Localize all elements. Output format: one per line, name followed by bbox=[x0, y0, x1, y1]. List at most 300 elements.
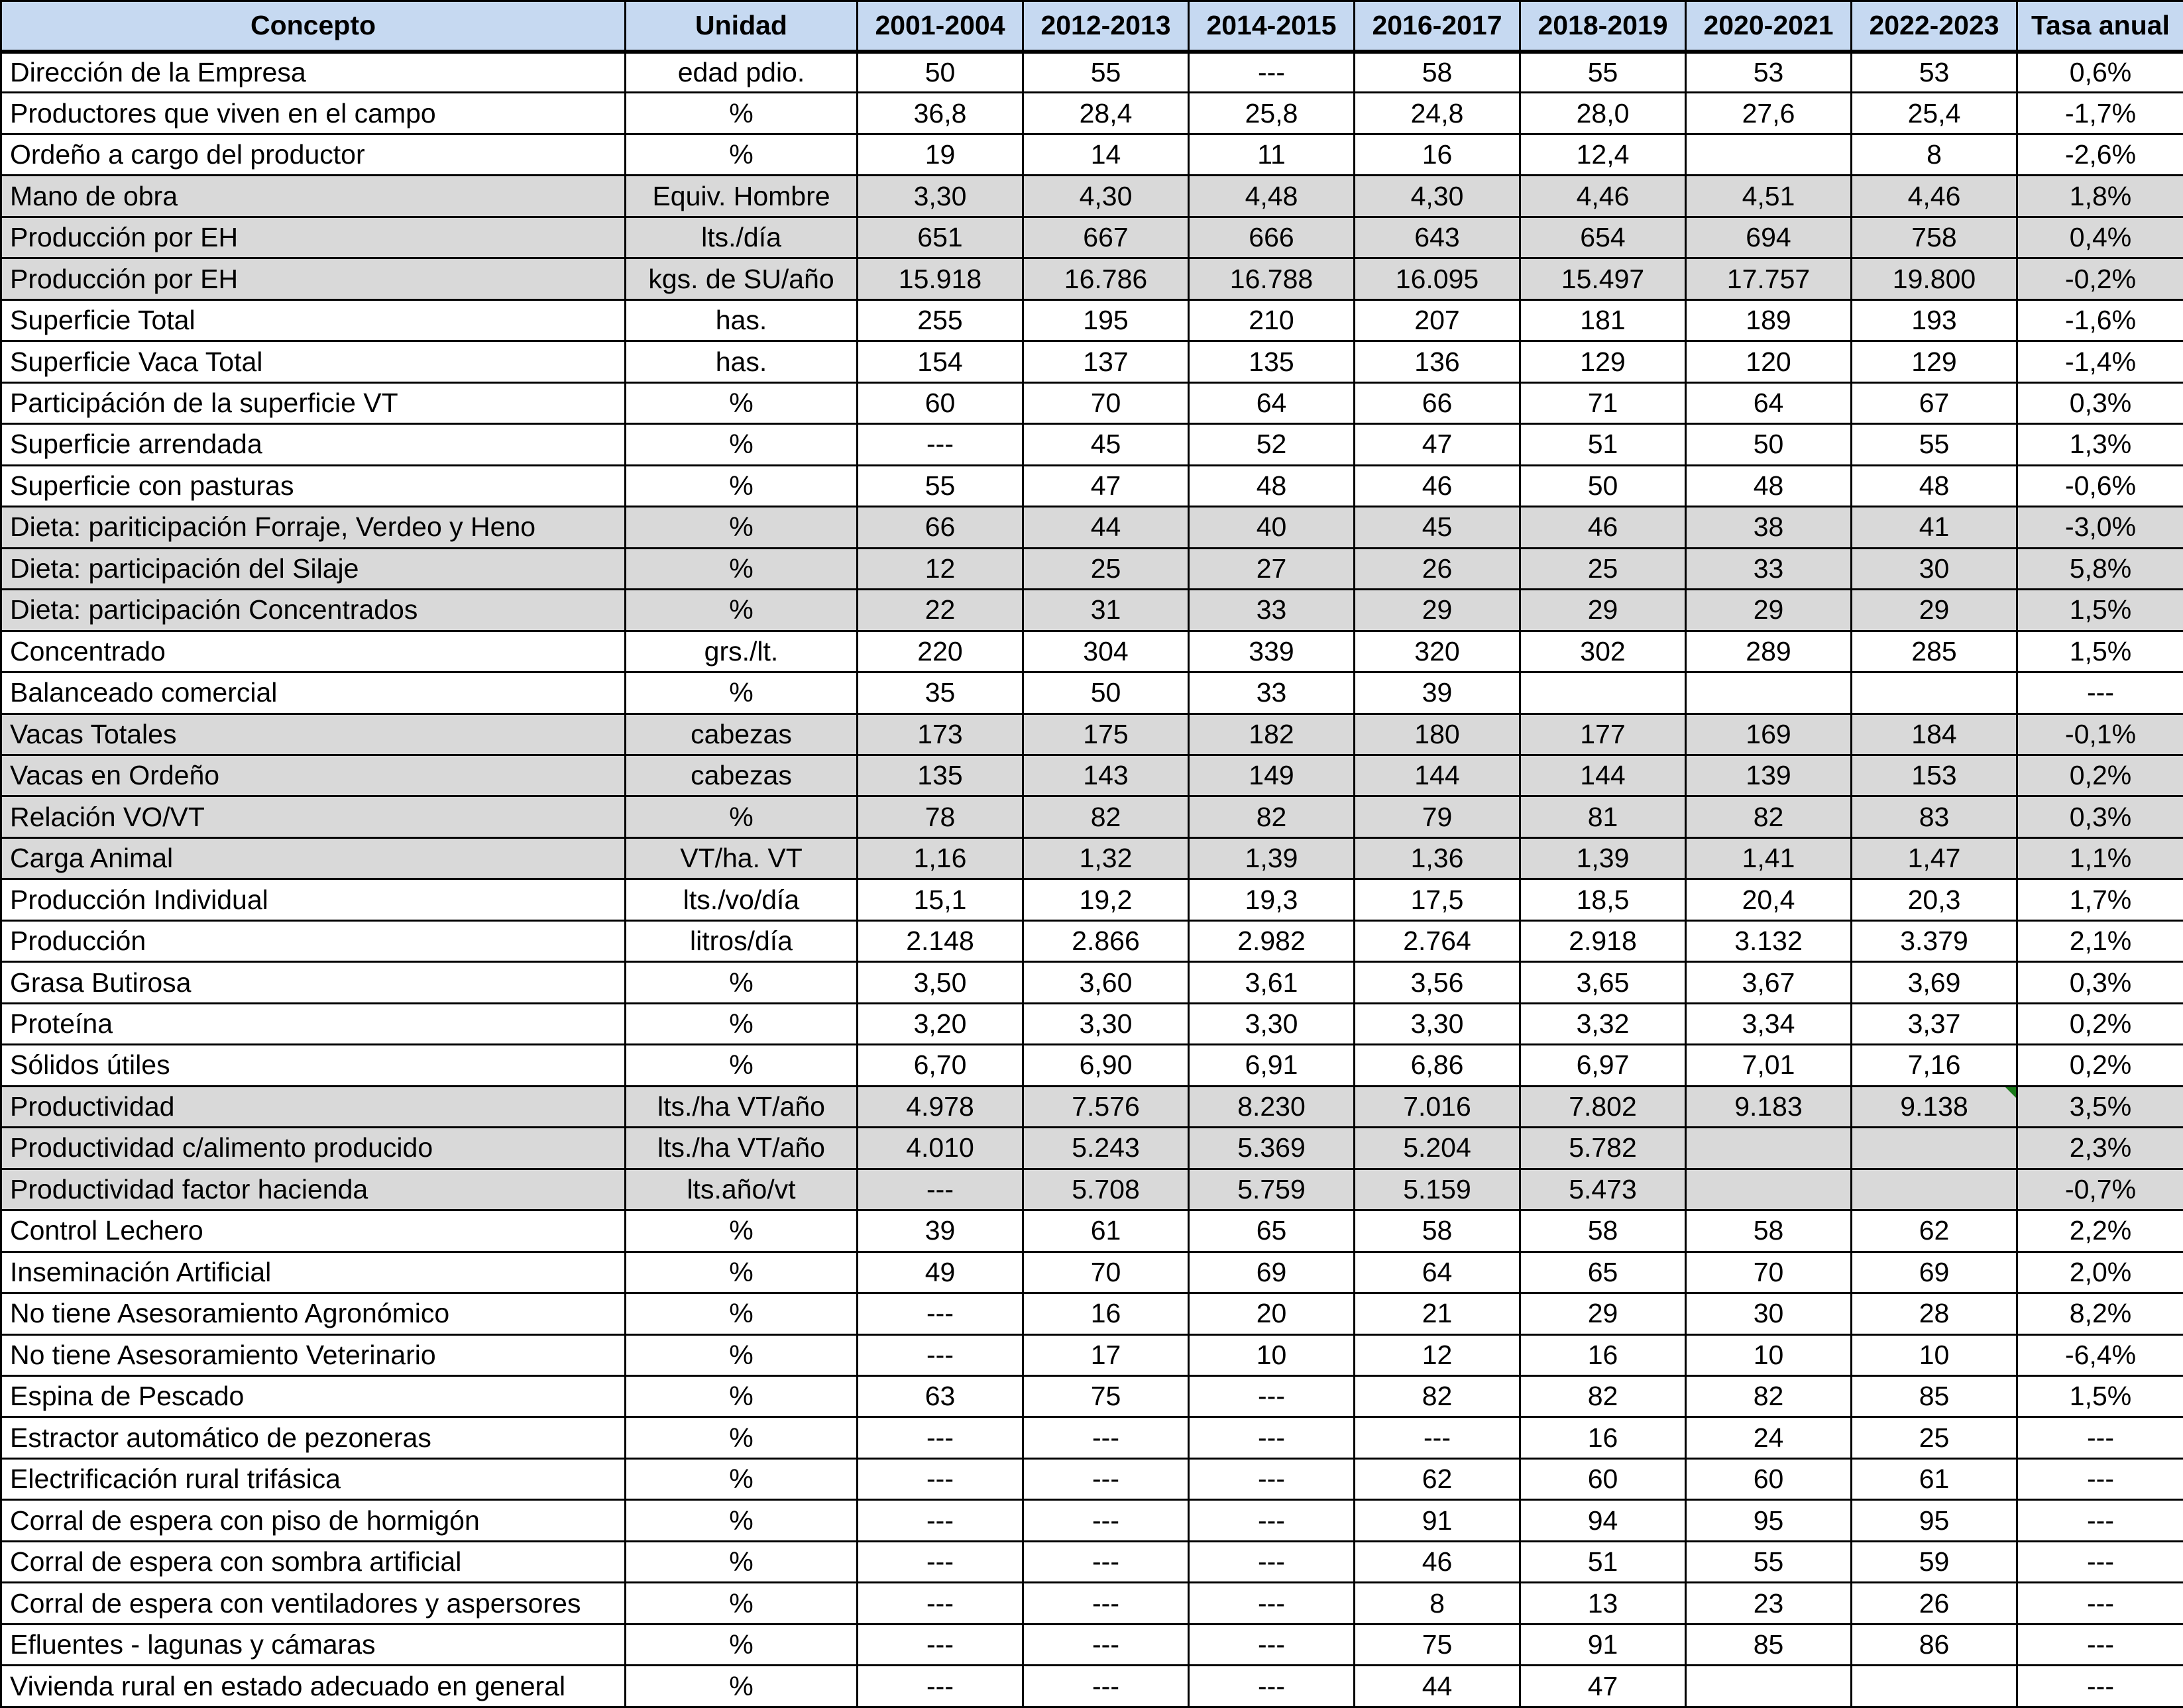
tasa-anual-cell[interactable]: -1,4% bbox=[2017, 341, 2183, 382]
concept-cell[interactable]: Electrificación rural trifásica bbox=[1, 1458, 626, 1499]
value-cell[interactable]: 15.918 bbox=[858, 258, 1023, 299]
value-cell[interactable]: 220 bbox=[858, 631, 1023, 672]
value-cell[interactable]: 64 bbox=[1189, 382, 1355, 423]
value-cell[interactable]: 70 bbox=[1023, 1252, 1189, 1293]
value-cell[interactable] bbox=[1686, 1128, 1852, 1169]
value-cell[interactable]: 16.095 bbox=[1355, 258, 1520, 299]
value-cell[interactable]: 19 bbox=[858, 134, 1023, 175]
value-cell[interactable]: 63 bbox=[858, 1376, 1023, 1417]
value-cell[interactable]: 7.016 bbox=[1355, 1086, 1520, 1127]
concept-cell[interactable]: Dieta: participación del Silaje bbox=[1, 548, 626, 589]
concept-cell[interactable]: Corral de espera con ventiladores y aspersores bbox=[1, 1583, 626, 1624]
value-cell[interactable] bbox=[1686, 1666, 1852, 1707]
value-cell[interactable]: 69 bbox=[1189, 1252, 1355, 1293]
value-cell[interactable]: 19,2 bbox=[1023, 879, 1189, 920]
value-cell[interactable]: 137 bbox=[1023, 341, 1189, 382]
concept-cell[interactable]: Grasa Butirosa bbox=[1, 962, 626, 1003]
value-cell[interactable]: 40 bbox=[1189, 507, 1355, 548]
value-cell[interactable]: 36,8 bbox=[858, 93, 1023, 134]
value-cell[interactable]: 28,4 bbox=[1023, 93, 1189, 134]
unit-cell[interactable]: % bbox=[626, 1334, 858, 1375]
value-cell[interactable]: 13 bbox=[1520, 1583, 1686, 1624]
value-cell[interactable]: --- bbox=[1189, 1458, 1355, 1499]
tasa-anual-cell[interactable]: -0,2% bbox=[2017, 258, 2183, 299]
value-cell[interactable]: 3,67 bbox=[1686, 962, 1852, 1003]
value-cell[interactable]: 59 bbox=[1852, 1541, 2017, 1582]
value-cell[interactable]: 17.757 bbox=[1686, 258, 1852, 299]
value-cell[interactable]: --- bbox=[1189, 1376, 1355, 1417]
value-cell[interactable]: 17,5 bbox=[1355, 879, 1520, 920]
value-cell[interactable]: 2.982 bbox=[1189, 920, 1355, 961]
value-cell[interactable]: 22 bbox=[858, 590, 1023, 631]
value-cell[interactable]: 53 bbox=[1852, 52, 2017, 93]
unit-cell[interactable]: edad pdio. bbox=[626, 52, 858, 93]
value-cell[interactable]: 58 bbox=[1355, 1210, 1520, 1252]
value-cell[interactable]: 8.230 bbox=[1189, 1086, 1355, 1127]
concept-cell[interactable]: Productividad bbox=[1, 1086, 626, 1127]
tasa-anual-cell[interactable]: 0,3% bbox=[2017, 962, 2183, 1003]
value-cell[interactable]: 3,32 bbox=[1520, 1003, 1686, 1044]
tasa-anual-cell[interactable]: 0,3% bbox=[2017, 796, 2183, 837]
value-cell[interactable]: --- bbox=[1023, 1583, 1189, 1624]
value-cell[interactable]: 175 bbox=[1023, 714, 1189, 755]
value-cell[interactable]: 20 bbox=[1189, 1293, 1355, 1334]
value-cell[interactable]: 12 bbox=[1355, 1334, 1520, 1375]
value-cell[interactable]: 651 bbox=[858, 217, 1023, 258]
unit-cell[interactable]: % bbox=[626, 1252, 858, 1293]
value-cell[interactable]: 3,69 bbox=[1852, 962, 2017, 1003]
value-cell[interactable] bbox=[1852, 672, 2017, 714]
value-cell[interactable]: 30 bbox=[1686, 1293, 1852, 1334]
value-cell[interactable]: 5.708 bbox=[1023, 1169, 1189, 1210]
value-cell[interactable]: 23 bbox=[1686, 1583, 1852, 1624]
value-cell[interactable]: 4,51 bbox=[1686, 176, 1852, 217]
value-cell[interactable]: 25,8 bbox=[1189, 93, 1355, 134]
unit-cell[interactable]: % bbox=[626, 1458, 858, 1499]
tasa-anual-cell[interactable]: -1,6% bbox=[2017, 299, 2183, 341]
tasa-anual-cell[interactable]: --- bbox=[2017, 1624, 2183, 1665]
value-cell[interactable]: 1,39 bbox=[1189, 837, 1355, 879]
value-cell[interactable]: 21 bbox=[1355, 1293, 1520, 1334]
concept-cell[interactable]: Carga Animal bbox=[1, 837, 626, 879]
value-cell[interactable]: --- bbox=[858, 1500, 1023, 1541]
value-cell[interactable]: 50 bbox=[858, 52, 1023, 93]
unit-cell[interactable]: lts./ha VT/año bbox=[626, 1086, 858, 1127]
value-cell[interactable]: 82 bbox=[1189, 796, 1355, 837]
value-cell[interactable]: 758 bbox=[1852, 217, 2017, 258]
unit-cell[interactable]: % bbox=[626, 465, 858, 506]
value-cell[interactable]: 29 bbox=[1355, 590, 1520, 631]
value-cell[interactable]: 1,41 bbox=[1686, 837, 1852, 879]
tasa-anual-cell[interactable]: 0,2% bbox=[2017, 755, 2183, 796]
tasa-anual-cell[interactable]: --- bbox=[2017, 1541, 2183, 1582]
concept-cell[interactable]: Superficie arrendada bbox=[1, 424, 626, 465]
value-cell[interactable]: 139 bbox=[1686, 755, 1852, 796]
value-cell[interactable]: 3.379 bbox=[1852, 920, 2017, 961]
concept-cell[interactable]: Productividad c/alimento producido bbox=[1, 1128, 626, 1169]
value-cell[interactable]: 153 bbox=[1852, 755, 2017, 796]
value-cell[interactable]: 302 bbox=[1520, 631, 1686, 672]
unit-cell[interactable]: % bbox=[626, 1541, 858, 1582]
value-cell[interactable]: 3,30 bbox=[1189, 1003, 1355, 1044]
concept-cell[interactable]: Dieta: participación Concentrados bbox=[1, 590, 626, 631]
concept-cell[interactable]: Corral de espera con sombra artificial bbox=[1, 1541, 626, 1582]
tasa-anual-cell[interactable]: -0,1% bbox=[2017, 714, 2183, 755]
value-cell[interactable]: 285 bbox=[1852, 631, 2017, 672]
value-cell[interactable]: 9.183 bbox=[1686, 1086, 1852, 1127]
value-cell[interactable]: 69 bbox=[1852, 1252, 2017, 1293]
value-cell[interactable]: 17 bbox=[1023, 1334, 1189, 1375]
value-cell[interactable]: 16 bbox=[1023, 1293, 1189, 1334]
tasa-anual-cell[interactable]: 1,5% bbox=[2017, 590, 2183, 631]
value-cell[interactable] bbox=[1852, 1086, 2017, 1127]
value-cell[interactable]: 55 bbox=[1520, 52, 1686, 93]
value-cell[interactable]: 39 bbox=[1355, 672, 1520, 714]
value-cell[interactable]: 643 bbox=[1355, 217, 1520, 258]
value-cell[interactable]: 82 bbox=[1520, 1376, 1686, 1417]
concept-cell[interactable]: Participáción de la superficie VT bbox=[1, 382, 626, 423]
value-cell[interactable]: 6,97 bbox=[1520, 1045, 1686, 1086]
unit-cell[interactable]: lts./día bbox=[626, 217, 858, 258]
value-cell[interactable]: 46 bbox=[1520, 507, 1686, 548]
value-cell[interactable]: 25 bbox=[1852, 1417, 2017, 1458]
value-cell[interactable]: 3.132 bbox=[1686, 920, 1852, 961]
tasa-anual-cell[interactable]: -0,7% bbox=[2017, 1169, 2183, 1210]
concept-cell[interactable]: No tiene Asesoramiento Veterinario bbox=[1, 1334, 626, 1375]
value-cell[interactable]: --- bbox=[1189, 1541, 1355, 1582]
value-cell[interactable]: 129 bbox=[1520, 341, 1686, 382]
value-cell[interactable]: 135 bbox=[858, 755, 1023, 796]
unit-cell[interactable]: grs./lt. bbox=[626, 631, 858, 672]
comment-indicator-icon[interactable] bbox=[2005, 1087, 2016, 1098]
value-cell[interactable]: --- bbox=[1189, 1500, 1355, 1541]
concept-cell[interactable]: Proteína bbox=[1, 1003, 626, 1044]
unit-cell[interactable]: % bbox=[626, 1210, 858, 1252]
concept-cell[interactable]: Producción por EH bbox=[1, 217, 626, 258]
unit-cell[interactable]: % bbox=[626, 548, 858, 589]
value-cell[interactable]: 10 bbox=[1189, 1334, 1355, 1375]
value-cell[interactable]: 49 bbox=[858, 1252, 1023, 1293]
concept-cell[interactable]: Sólidos útiles bbox=[1, 1045, 626, 1086]
value-cell[interactable]: 135 bbox=[1189, 341, 1355, 382]
value-cell[interactable]: 6,70 bbox=[858, 1045, 1023, 1086]
value-cell[interactable]: --- bbox=[1355, 1417, 1520, 1458]
value-cell[interactable]: 60 bbox=[858, 382, 1023, 423]
value-cell[interactable]: 2.918 bbox=[1520, 920, 1686, 961]
value-cell[interactable]: --- bbox=[858, 1458, 1023, 1499]
value-cell[interactable]: 289 bbox=[1686, 631, 1852, 672]
value-cell[interactable]: 83 bbox=[1852, 796, 2017, 837]
value-cell[interactable]: 207 bbox=[1355, 299, 1520, 341]
value-cell[interactable]: 2.764 bbox=[1355, 920, 1520, 961]
value-cell[interactable]: 255 bbox=[858, 299, 1023, 341]
value-cell[interactable]: 44 bbox=[1355, 1666, 1520, 1707]
value-cell[interactable]: 29 bbox=[1686, 590, 1852, 631]
value-cell[interactable]: --- bbox=[858, 1624, 1023, 1665]
value-cell[interactable]: 48 bbox=[1852, 465, 2017, 506]
value-cell[interactable]: 16 bbox=[1520, 1334, 1686, 1375]
value-cell[interactable]: 149 bbox=[1189, 755, 1355, 796]
value-cell[interactable]: 61 bbox=[1852, 1458, 2017, 1499]
value-cell[interactable]: --- bbox=[858, 1169, 1023, 1210]
value-cell[interactable]: 16.786 bbox=[1023, 258, 1189, 299]
value-cell[interactable]: 3,20 bbox=[858, 1003, 1023, 1044]
value-cell[interactable]: 3,60 bbox=[1023, 962, 1189, 1003]
concept-cell[interactable]: Espina de Pescado bbox=[1, 1376, 626, 1417]
value-cell[interactable]: 66 bbox=[858, 507, 1023, 548]
concept-cell[interactable]: Productores que viven en el campo bbox=[1, 93, 626, 134]
value-cell[interactable]: 66 bbox=[1355, 382, 1520, 423]
value-cell[interactable]: 5.204 bbox=[1355, 1128, 1520, 1169]
value-cell[interactable]: 4,30 bbox=[1355, 176, 1520, 217]
value-cell[interactable]: 55 bbox=[1023, 52, 1189, 93]
value-cell[interactable]: 3,61 bbox=[1189, 962, 1355, 1003]
value-cell[interactable]: 5.473 bbox=[1520, 1169, 1686, 1210]
tasa-anual-cell[interactable]: 1,7% bbox=[2017, 879, 2183, 920]
value-cell[interactable]: --- bbox=[1023, 1417, 1189, 1458]
value-cell[interactable]: 53 bbox=[1686, 52, 1852, 93]
value-cell[interactable]: 58 bbox=[1520, 1210, 1686, 1252]
value-cell[interactable]: 144 bbox=[1355, 755, 1520, 796]
unit-cell[interactable]: cabezas bbox=[626, 755, 858, 796]
value-cell[interactable]: 3,30 bbox=[1355, 1003, 1520, 1044]
unit-cell[interactable]: % bbox=[626, 1293, 858, 1334]
value-cell[interactable]: 20,3 bbox=[1852, 879, 2017, 920]
value-cell[interactable] bbox=[1520, 672, 1686, 714]
unit-cell[interactable]: % bbox=[626, 796, 858, 837]
value-cell[interactable]: --- bbox=[858, 1583, 1023, 1624]
value-cell[interactable]: 3,30 bbox=[1023, 1003, 1189, 1044]
value-cell[interactable]: 44 bbox=[1023, 507, 1189, 548]
value-cell[interactable]: 184 bbox=[1852, 714, 2017, 755]
value-cell[interactable]: 28 bbox=[1852, 1293, 2017, 1334]
value-cell[interactable]: 47 bbox=[1355, 424, 1520, 465]
concept-cell[interactable]: Vivienda rural en estado adecuado en general bbox=[1, 1666, 626, 1707]
value-cell[interactable]: 14 bbox=[1023, 134, 1189, 175]
value-cell[interactable]: --- bbox=[858, 424, 1023, 465]
tasa-anual-cell[interactable]: -2,6% bbox=[2017, 134, 2183, 175]
concept-cell[interactable]: Estractor automático de pezoneras bbox=[1, 1417, 626, 1458]
value-cell[interactable]: 1,47 bbox=[1852, 837, 2017, 879]
unit-cell[interactable]: % bbox=[626, 424, 858, 465]
value-cell[interactable]: --- bbox=[1189, 1624, 1355, 1665]
value-cell[interactable]: 7,16 bbox=[1852, 1045, 2017, 1086]
unit-cell[interactable]: % bbox=[626, 672, 858, 714]
value-cell[interactable]: 38 bbox=[1686, 507, 1852, 548]
value-cell[interactable]: 7.576 bbox=[1023, 1086, 1189, 1127]
value-cell[interactable]: 41 bbox=[1852, 507, 2017, 548]
value-cell[interactable]: 1,39 bbox=[1520, 837, 1686, 879]
value-cell[interactable]: 82 bbox=[1355, 1376, 1520, 1417]
value-cell[interactable]: 144 bbox=[1520, 755, 1686, 796]
concept-cell[interactable]: Superficie Vaca Total bbox=[1, 341, 626, 382]
tasa-anual-cell[interactable]: 2,1% bbox=[2017, 920, 2183, 961]
value-cell[interactable]: 48 bbox=[1189, 465, 1355, 506]
value-cell[interactable]: 4,30 bbox=[1023, 176, 1189, 217]
tasa-anual-cell[interactable]: 1,1% bbox=[2017, 837, 2183, 879]
value-cell[interactable]: 58 bbox=[1686, 1210, 1852, 1252]
value-cell[interactable]: 8 bbox=[1355, 1583, 1520, 1624]
value-cell[interactable]: --- bbox=[858, 1541, 1023, 1582]
tasa-anual-cell[interactable]: --- bbox=[2017, 1666, 2183, 1707]
value-cell[interactable]: 24,8 bbox=[1355, 93, 1520, 134]
concept-cell[interactable]: Corral de espera con piso de hormigón bbox=[1, 1500, 626, 1541]
unit-cell[interactable]: cabezas bbox=[626, 714, 858, 755]
value-cell[interactable]: --- bbox=[858, 1293, 1023, 1334]
value-cell[interactable]: 26 bbox=[1852, 1583, 2017, 1624]
concept-cell[interactable]: Balanceado comercial bbox=[1, 672, 626, 714]
value-cell[interactable]: 20,4 bbox=[1686, 879, 1852, 920]
value-cell[interactable]: 4,46 bbox=[1852, 176, 2017, 217]
tasa-anual-cell[interactable]: 0,4% bbox=[2017, 217, 2183, 258]
value-cell[interactable]: --- bbox=[1189, 1417, 1355, 1458]
value-cell[interactable]: 30 bbox=[1852, 548, 2017, 589]
tasa-anual-cell[interactable]: -0,6% bbox=[2017, 465, 2183, 506]
value-cell[interactable]: 82 bbox=[1686, 1376, 1852, 1417]
value-cell[interactable]: --- bbox=[1023, 1541, 1189, 1582]
value-cell[interactable]: 3,30 bbox=[858, 176, 1023, 217]
value-cell[interactable]: 94 bbox=[1520, 1500, 1686, 1541]
tasa-anual-cell[interactable]: 0,2% bbox=[2017, 1045, 2183, 1086]
tasa-anual-cell[interactable]: --- bbox=[2017, 1583, 2183, 1624]
value-cell[interactable]: 29 bbox=[1520, 1293, 1686, 1334]
value-cell[interactable]: 75 bbox=[1355, 1624, 1520, 1665]
concept-cell[interactable]: Concentrado bbox=[1, 631, 626, 672]
value-cell[interactable]: 50 bbox=[1686, 424, 1852, 465]
concept-cell[interactable]: Inseminación Artificial bbox=[1, 1252, 626, 1293]
value-cell[interactable]: --- bbox=[858, 1417, 1023, 1458]
concept-cell[interactable]: Producción bbox=[1, 920, 626, 961]
value-cell[interactable]: 8 bbox=[1852, 134, 2017, 175]
value-cell[interactable]: 27 bbox=[1189, 548, 1355, 589]
value-cell[interactable]: 694 bbox=[1686, 217, 1852, 258]
value-cell[interactable]: 16.788 bbox=[1189, 258, 1355, 299]
value-cell[interactable]: 27,6 bbox=[1686, 93, 1852, 134]
value-cell[interactable]: 6,90 bbox=[1023, 1045, 1189, 1086]
value-cell[interactable]: --- bbox=[1023, 1666, 1189, 1707]
tasa-anual-cell[interactable]: -6,4% bbox=[2017, 1334, 2183, 1375]
value-cell[interactable]: 5.759 bbox=[1189, 1169, 1355, 1210]
tasa-anual-cell[interactable]: --- bbox=[2017, 1458, 2183, 1499]
value-cell[interactable]: 45 bbox=[1023, 424, 1189, 465]
value-cell[interactable]: 31 bbox=[1023, 590, 1189, 631]
value-cell[interactable]: 58 bbox=[1355, 52, 1520, 93]
value-cell[interactable]: 33 bbox=[1686, 548, 1852, 589]
value-cell[interactable]: 55 bbox=[1852, 424, 2017, 465]
value-cell[interactable]: 10 bbox=[1686, 1334, 1852, 1375]
value-cell[interactable]: --- bbox=[1023, 1458, 1189, 1499]
value-cell[interactable]: 7,01 bbox=[1686, 1045, 1852, 1086]
tasa-anual-cell[interactable]: 1,3% bbox=[2017, 424, 2183, 465]
value-cell[interactable]: 70 bbox=[1023, 382, 1189, 423]
unit-cell[interactable]: % bbox=[626, 590, 858, 631]
tasa-anual-cell[interactable]: 3,5% bbox=[2017, 1086, 2183, 1127]
value-cell[interactable]: 5.782 bbox=[1520, 1128, 1686, 1169]
value-cell[interactable]: 62 bbox=[1852, 1210, 2017, 1252]
unit-cell[interactable]: % bbox=[626, 93, 858, 134]
value-cell[interactable]: 82 bbox=[1023, 796, 1189, 837]
value-cell[interactable]: 33 bbox=[1189, 672, 1355, 714]
value-cell[interactable]: 46 bbox=[1355, 465, 1520, 506]
unit-cell[interactable]: % bbox=[626, 1583, 858, 1624]
value-cell[interactable]: 4,46 bbox=[1520, 176, 1686, 217]
tasa-anual-cell[interactable]: 2,3% bbox=[2017, 1128, 2183, 1169]
value-cell[interactable]: 15,1 bbox=[858, 879, 1023, 920]
concept-cell[interactable]: No tiene Asesoramiento Agronómico bbox=[1, 1293, 626, 1334]
value-cell[interactable] bbox=[1852, 1169, 2017, 1210]
value-cell[interactable]: 91 bbox=[1355, 1500, 1520, 1541]
value-cell[interactable]: 50 bbox=[1520, 465, 1686, 506]
value-cell[interactable]: 39 bbox=[858, 1210, 1023, 1252]
concept-cell[interactable]: Dirección de la Empresa bbox=[1, 52, 626, 93]
value-cell[interactable]: 193 bbox=[1852, 299, 2017, 341]
value-cell[interactable]: 2.148 bbox=[858, 920, 1023, 961]
value-cell[interactable]: 64 bbox=[1686, 382, 1852, 423]
value-cell[interactable]: --- bbox=[1189, 52, 1355, 93]
value-cell[interactable]: 3,56 bbox=[1355, 962, 1520, 1003]
tasa-anual-cell[interactable]: -3,0% bbox=[2017, 507, 2183, 548]
value-cell[interactable]: 177 bbox=[1520, 714, 1686, 755]
value-cell[interactable]: 51 bbox=[1520, 1541, 1686, 1582]
value-cell[interactable]: 60 bbox=[1520, 1458, 1686, 1499]
value-cell[interactable] bbox=[1686, 672, 1852, 714]
value-cell[interactable]: 169 bbox=[1686, 714, 1852, 755]
concept-cell[interactable]: Relación VO/VT bbox=[1, 796, 626, 837]
tasa-anual-cell[interactable]: 0,3% bbox=[2017, 382, 2183, 423]
value-cell[interactable]: 48 bbox=[1686, 465, 1852, 506]
value-cell[interactable]: 28,0 bbox=[1520, 93, 1686, 134]
tasa-anual-cell[interactable]: 2,2% bbox=[2017, 1210, 2183, 1252]
value-cell[interactable]: 46 bbox=[1355, 1541, 1520, 1582]
value-cell[interactable]: 7.802 bbox=[1520, 1086, 1686, 1127]
value-cell[interactable]: 3,65 bbox=[1520, 962, 1686, 1003]
value-cell[interactable]: 67 bbox=[1852, 382, 2017, 423]
value-cell[interactable]: 25,4 bbox=[1852, 93, 2017, 134]
value-cell[interactable]: 47 bbox=[1023, 465, 1189, 506]
value-cell[interactable]: 5.243 bbox=[1023, 1128, 1189, 1169]
value-cell[interactable]: 189 bbox=[1686, 299, 1852, 341]
concept-cell[interactable]: Superficie Total bbox=[1, 299, 626, 341]
unit-cell[interactable]: lts./ha VT/año bbox=[626, 1128, 858, 1169]
concept-cell[interactable]: Producción Individual bbox=[1, 879, 626, 920]
value-cell[interactable]: 4.010 bbox=[858, 1128, 1023, 1169]
value-cell[interactable]: 81 bbox=[1520, 796, 1686, 837]
value-cell[interactable]: --- bbox=[1023, 1500, 1189, 1541]
value-cell[interactable]: 6,86 bbox=[1355, 1045, 1520, 1086]
value-cell[interactable]: 29 bbox=[1520, 590, 1686, 631]
value-cell[interactable]: 25 bbox=[1520, 548, 1686, 589]
unit-cell[interactable]: % bbox=[626, 1376, 858, 1417]
value-cell[interactable]: 6,91 bbox=[1189, 1045, 1355, 1086]
unit-cell[interactable]: % bbox=[626, 962, 858, 1003]
concept-cell[interactable]: Vacas Totales bbox=[1, 714, 626, 755]
value-cell[interactable]: --- bbox=[858, 1666, 1023, 1707]
value-cell[interactable]: 95 bbox=[1686, 1500, 1852, 1541]
value-cell[interactable]: 86 bbox=[1852, 1624, 2017, 1665]
tasa-anual-cell[interactable]: 8,2% bbox=[2017, 1293, 2183, 1334]
value-cell[interactable]: 10 bbox=[1852, 1334, 2017, 1375]
value-cell[interactable]: 82 bbox=[1686, 796, 1852, 837]
value-cell[interactable]: 1,32 bbox=[1023, 837, 1189, 879]
unit-cell[interactable]: litros/día bbox=[626, 920, 858, 961]
value-cell[interactable]: 95 bbox=[1852, 1500, 2017, 1541]
value-cell[interactable]: 2.866 bbox=[1023, 920, 1189, 961]
value-cell[interactable]: 4,48 bbox=[1189, 176, 1355, 217]
unit-cell[interactable]: has. bbox=[626, 299, 858, 341]
unit-cell[interactable]: % bbox=[626, 1666, 858, 1707]
unit-cell[interactable]: % bbox=[626, 507, 858, 548]
value-cell[interactable]: 181 bbox=[1520, 299, 1686, 341]
